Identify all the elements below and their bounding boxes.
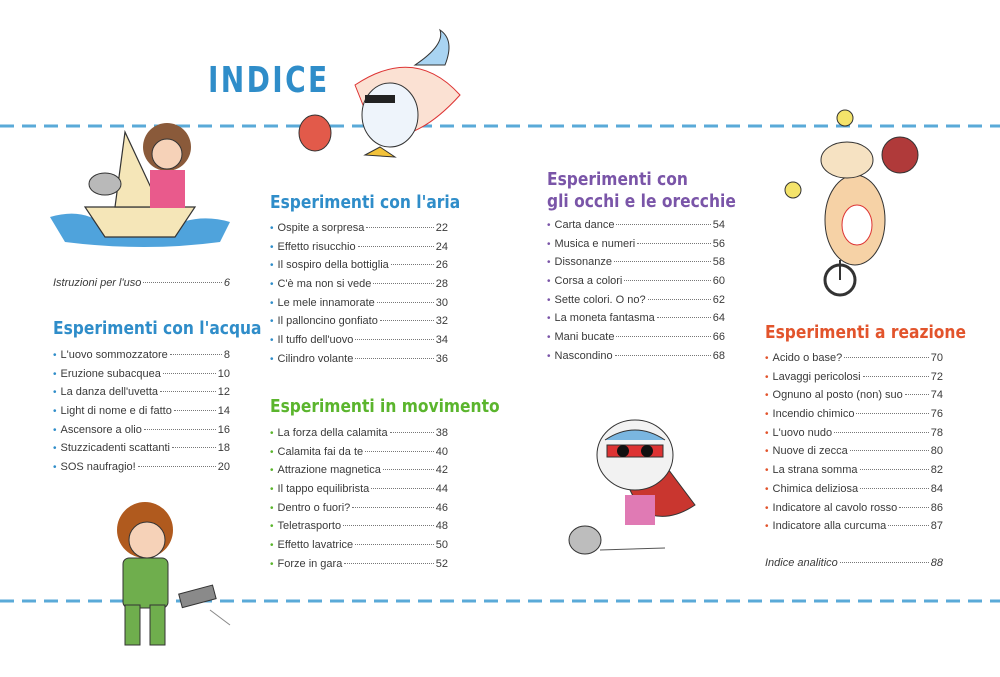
dot-leader xyxy=(380,320,434,321)
bullet-icon: • xyxy=(270,521,274,533)
toc-list xyxy=(547,219,725,369)
toc-entry-page: 74 xyxy=(930,389,943,402)
toc-entry[interactable] xyxy=(270,241,448,260)
toc-list xyxy=(270,222,448,372)
dot-leader xyxy=(371,488,434,489)
page-title: INDICE xyxy=(208,60,330,101)
toc-entry-page: 60 xyxy=(712,275,725,288)
dot-leader xyxy=(615,355,711,356)
istruzioni-entry xyxy=(53,277,230,296)
section-title-line2: gli occhi e le orecchie xyxy=(547,191,736,212)
toc-entry-label: Stuzzicadenti scattanti xyxy=(60,442,170,455)
toc-entry-page: 40 xyxy=(435,445,448,458)
toc-entry-page: 48 xyxy=(435,520,448,533)
toc-entry-page: 12 xyxy=(217,386,230,399)
bullet-icon: • xyxy=(53,424,57,436)
bullet-icon: • xyxy=(270,260,274,272)
toc-entry-label: Nuove di zecca xyxy=(772,445,848,458)
toc-entry[interactable] xyxy=(547,350,725,369)
toc-entry-label: Carta dance xyxy=(554,219,615,231)
toc-entry-page: 76 xyxy=(930,408,943,421)
toc-entry-page: 30 xyxy=(435,296,448,309)
toc-entry[interactable] xyxy=(270,297,448,316)
dot-leader xyxy=(355,339,433,340)
toc-entry-label: Ognuno al posto (non) suo xyxy=(772,389,903,402)
bullet-icon: • xyxy=(547,276,551,288)
section-movimento xyxy=(270,396,500,577)
section-acqua xyxy=(53,318,262,480)
dot-leader xyxy=(860,488,929,489)
toc-entry[interactable] xyxy=(270,446,448,465)
bullet-icon: • xyxy=(547,294,551,306)
toc-entry-label: Cilindro volante xyxy=(277,352,354,365)
toc-entry-page: 26 xyxy=(435,259,448,272)
dot-leader xyxy=(383,469,434,470)
toc-entry-label: Acido o base? xyxy=(772,352,843,364)
toc-entry-page: 44 xyxy=(435,483,448,496)
toc-entry-page: 52 xyxy=(435,557,448,570)
toc-entry-page: 22 xyxy=(435,222,448,234)
toc-entry[interactable] xyxy=(53,386,230,405)
toc-entry-label: C'è ma non si vede xyxy=(277,278,372,291)
dot-leader xyxy=(657,317,711,318)
masked-hero-mouse-illustration xyxy=(545,400,725,570)
bullet-icon: • xyxy=(547,220,551,231)
dot-leader xyxy=(860,469,929,470)
bullet-icon: • xyxy=(765,521,769,533)
dot-leader xyxy=(366,227,433,228)
toc-entry-page: 50 xyxy=(435,539,448,552)
dot-leader xyxy=(844,357,929,358)
dot-leader xyxy=(905,394,929,395)
toc-entry[interactable] xyxy=(765,483,943,502)
toc-entry-label: Mani bucate xyxy=(554,331,615,344)
bullet-icon: • xyxy=(270,446,274,458)
toc-entry-page: 70 xyxy=(930,352,943,364)
toc-list xyxy=(270,427,448,577)
bullet-icon: • xyxy=(270,241,274,253)
toc-entry-label: Ascensore a olio xyxy=(60,423,142,436)
toc-entry-label: Incendio chimico xyxy=(772,408,855,421)
dot-leader xyxy=(138,466,216,467)
dot-leader xyxy=(355,358,433,359)
section-title: Esperimenti con l'aria xyxy=(270,192,461,213)
dot-leader xyxy=(352,507,433,508)
bullet-icon: • xyxy=(270,465,274,477)
toc-entry-label: Nascondino xyxy=(554,349,613,362)
bullet-icon: • xyxy=(270,558,274,570)
toc-entry-label: Chimica deliziosa xyxy=(772,482,859,495)
boy-with-box-illustration xyxy=(95,490,245,650)
dot-leader xyxy=(616,336,710,337)
bullet-icon: • xyxy=(547,350,551,362)
toc-entry[interactable] xyxy=(53,405,230,424)
dot-leader xyxy=(172,447,216,448)
toc-entry[interactable]: Istruzioni per l'uso 6 xyxy=(53,277,230,289)
bullet-icon: • xyxy=(547,238,551,250)
toc-entry-label: La danza dell'uvetta xyxy=(60,386,159,399)
dot-leader xyxy=(648,299,711,300)
toc-entry-label: L'uovo nudo xyxy=(772,426,833,439)
dot-leader xyxy=(377,302,434,303)
toc-entry-label: La strana somma xyxy=(772,464,858,477)
toc-entry-page: 56 xyxy=(712,237,725,250)
bullet-icon: • xyxy=(765,427,769,439)
toc-entry[interactable] xyxy=(765,464,943,483)
dot-leader xyxy=(614,261,711,262)
toc-entry-page: 8 xyxy=(223,349,230,361)
toc-entry-label: Ospite a sorpresa xyxy=(277,222,365,234)
dot-leader xyxy=(888,525,929,526)
toc-entry-page: 78 xyxy=(930,426,943,439)
bullet-icon: • xyxy=(53,350,57,361)
section-occhi xyxy=(547,169,736,369)
toc-entry-page: 46 xyxy=(435,501,448,514)
dot-leader xyxy=(355,544,434,545)
dot-leader xyxy=(856,413,928,414)
toc-entry[interactable] xyxy=(765,352,943,371)
toc-entry-label: Calamita fai da te xyxy=(277,445,364,458)
toc-entry[interactable] xyxy=(547,331,725,350)
bullet-icon: • xyxy=(53,462,57,474)
toc-entry-page: 38 xyxy=(435,427,448,439)
toc-entry-label: Eruzione subacquea xyxy=(60,367,161,380)
toc-entry[interactable] xyxy=(270,278,448,297)
bullet-icon: • xyxy=(765,409,769,421)
toc-entry[interactable] xyxy=(270,539,448,558)
toc-entry[interactable] xyxy=(270,520,448,539)
bullet-icon: • xyxy=(53,387,57,399)
toc-entry[interactable] xyxy=(765,520,943,539)
bullet-icon: • xyxy=(547,313,551,325)
toc-entry-page: 80 xyxy=(930,445,943,458)
toc-entry[interactable] xyxy=(547,256,725,275)
toc-entry-page: 87 xyxy=(930,520,943,533)
girl-paper-boat-illustration xyxy=(45,112,235,252)
indice-analitico-entry xyxy=(765,557,943,576)
toc-entry[interactable] xyxy=(270,334,448,353)
toc-entry-label: Indicatore al cavolo rosso xyxy=(772,501,898,514)
bullet-icon: • xyxy=(53,406,57,418)
bullet-icon: • xyxy=(270,223,274,234)
toc-entry-label: Attrazione magnetica xyxy=(277,464,381,477)
toc-entry-page: 28 xyxy=(435,278,448,291)
toc-entry-page: 58 xyxy=(712,256,725,269)
toc-entry[interactable] xyxy=(53,349,230,368)
dot-leader xyxy=(863,376,929,377)
dot-leader xyxy=(390,432,434,433)
toc-entry[interactable] xyxy=(270,558,448,577)
bullet-icon: • xyxy=(765,502,769,514)
bullet-icon: • xyxy=(547,332,551,344)
toc-entry-label: Il sospiro della bottiglia xyxy=(277,259,389,272)
toc-entry-page: 18 xyxy=(217,442,230,455)
dot-leader xyxy=(624,280,710,281)
toc-entry[interactable] xyxy=(547,312,725,331)
dot-leader xyxy=(637,243,711,244)
toc-entry-page: 34 xyxy=(435,334,448,347)
bullet-icon: • xyxy=(765,483,769,495)
dot-leader xyxy=(170,354,222,355)
toc-entry-page: 32 xyxy=(435,315,448,328)
bullet-icon: • xyxy=(765,390,769,402)
dot-leader xyxy=(365,451,434,452)
toc-entry[interactable] xyxy=(765,427,943,446)
toc-entry-page: 62 xyxy=(712,293,725,306)
toc-entry[interactable] xyxy=(270,222,448,241)
toc-entry[interactable] xyxy=(765,445,943,464)
toc-entry-label: Le mele innamorate xyxy=(277,296,375,309)
dot-leader xyxy=(358,246,434,247)
dot-leader xyxy=(343,525,434,526)
bullet-icon: • xyxy=(270,297,274,309)
section-title: Esperimenti con l'acqua xyxy=(53,318,262,339)
toc-entry[interactable] xyxy=(270,259,448,278)
toc-entry-page: 86 xyxy=(930,501,943,514)
toc-entry[interactable] xyxy=(547,219,725,238)
dot-leader xyxy=(174,410,216,411)
toc-entry[interactable] xyxy=(547,238,725,257)
toc-entry[interactable]: Indice analitico 88 xyxy=(765,557,943,569)
toc-entry[interactable] xyxy=(270,483,448,502)
dot-leader xyxy=(160,391,216,392)
bullet-icon: • xyxy=(270,316,274,328)
section-title-line1: Esperimenti con xyxy=(547,169,688,190)
toc-entry-label: Forze in gara xyxy=(277,557,343,570)
bullet-icon: • xyxy=(270,484,274,496)
toc-entry-page: 72 xyxy=(930,370,943,383)
dot-leader xyxy=(616,224,710,225)
toc-entry-page: 36 xyxy=(435,352,448,365)
bullet-icon: • xyxy=(765,446,769,458)
toc-entry-label: Dentro o fuori? xyxy=(277,501,351,514)
toc-entry-page: 42 xyxy=(435,464,448,477)
toc-entry[interactable] xyxy=(270,353,448,372)
bird-balloon-illustration xyxy=(295,25,475,175)
bullet-icon: • xyxy=(270,353,274,365)
dot-leader xyxy=(344,563,433,564)
toc-entry-page: 20 xyxy=(217,461,230,474)
toc-entry-label: Effetto risucchio xyxy=(277,240,356,253)
toc-entry-label: Light di nome e di fatto xyxy=(60,405,172,418)
toc-entry-label: Sette colori. O no? xyxy=(554,293,646,306)
toc-entry-label: Musica e numeri xyxy=(554,237,636,250)
toc-entry[interactable] xyxy=(765,502,943,521)
toc-entry-page: 64 xyxy=(712,312,725,325)
toc-entry-label: Effetto lavatrice xyxy=(277,539,354,552)
toc-entry-label: Il palloncino gonfiato xyxy=(277,315,378,328)
toc-entry[interactable] xyxy=(270,315,448,334)
toc-entry-label: La moneta fantasma xyxy=(554,312,655,325)
section-reazione xyxy=(765,322,966,539)
toc-entry-page: 54 xyxy=(712,219,725,231)
toc-entry[interactable] xyxy=(270,427,448,446)
bullet-icon: • xyxy=(765,353,769,364)
toc-entry[interactable] xyxy=(53,424,230,443)
toc-entry-page: 10 xyxy=(217,367,230,380)
section-title: Esperimenti a reazione xyxy=(765,322,966,343)
section-aria xyxy=(270,192,461,372)
toc-entry-page: 82 xyxy=(930,464,943,477)
dot-leader xyxy=(850,450,929,451)
bullet-icon: • xyxy=(53,443,57,455)
toc-entry-label: Lavaggi pericolosi xyxy=(772,370,861,383)
toc-list xyxy=(53,349,230,480)
toc-entry[interactable] xyxy=(765,389,943,408)
toc-entry[interactable] xyxy=(53,368,230,387)
toc-entry-page: 24 xyxy=(435,240,448,253)
dot-leader xyxy=(834,432,929,433)
dot-leader xyxy=(373,283,433,284)
bullet-icon: • xyxy=(53,368,57,380)
bullet-icon: • xyxy=(270,428,274,439)
dot-leader xyxy=(391,264,434,265)
toc-entry-page: 68 xyxy=(712,349,725,362)
toc-entry[interactable] xyxy=(765,371,943,390)
bullet-icon: • xyxy=(547,257,551,269)
bullet-icon: • xyxy=(270,279,274,291)
dot-leader xyxy=(899,507,929,508)
bullet-icon: • xyxy=(765,371,769,383)
toc-entry-label: La forza della calamita xyxy=(277,427,388,439)
toc-entry-label: Corsa a colori xyxy=(554,275,623,288)
toc-entry[interactable] xyxy=(53,461,230,480)
bullet-icon: • xyxy=(765,465,769,477)
toc-entry[interactable] xyxy=(765,408,943,427)
toc-entry-label: Dissonanze xyxy=(554,256,612,269)
toc-entry-label: Teletrasporto xyxy=(277,520,342,533)
pig-juggler-illustration xyxy=(775,100,925,300)
toc-entry-label: SOS naufragio! xyxy=(60,461,136,474)
bullet-icon: • xyxy=(270,540,274,552)
bullet-icon: • xyxy=(270,502,274,514)
toc-entry-label: Il tuffo dell'uovo xyxy=(277,334,354,347)
toc-entry-page: 66 xyxy=(712,331,725,344)
toc-entry[interactable] xyxy=(547,294,725,313)
toc-entry-page: 84 xyxy=(930,482,943,495)
toc-entry[interactable] xyxy=(270,464,448,483)
toc-list xyxy=(765,352,943,539)
section-title: Esperimenti in movimento xyxy=(270,396,500,417)
toc-entry-label: L'uovo sommozzatore xyxy=(60,349,168,361)
bullet-icon: • xyxy=(270,335,274,347)
toc-entry[interactable] xyxy=(270,502,448,521)
toc-entry[interactable] xyxy=(547,275,725,294)
toc-entry-page: 16 xyxy=(217,423,230,436)
dot-leader xyxy=(163,373,216,374)
toc-entry[interactable] xyxy=(53,442,230,461)
dot-leader xyxy=(144,429,216,430)
toc-entry-page: 14 xyxy=(217,405,230,418)
toc-entry-label: Indicatore alla curcuma xyxy=(772,520,887,533)
toc-entry-label: Il tappo equilibrista xyxy=(277,483,370,496)
